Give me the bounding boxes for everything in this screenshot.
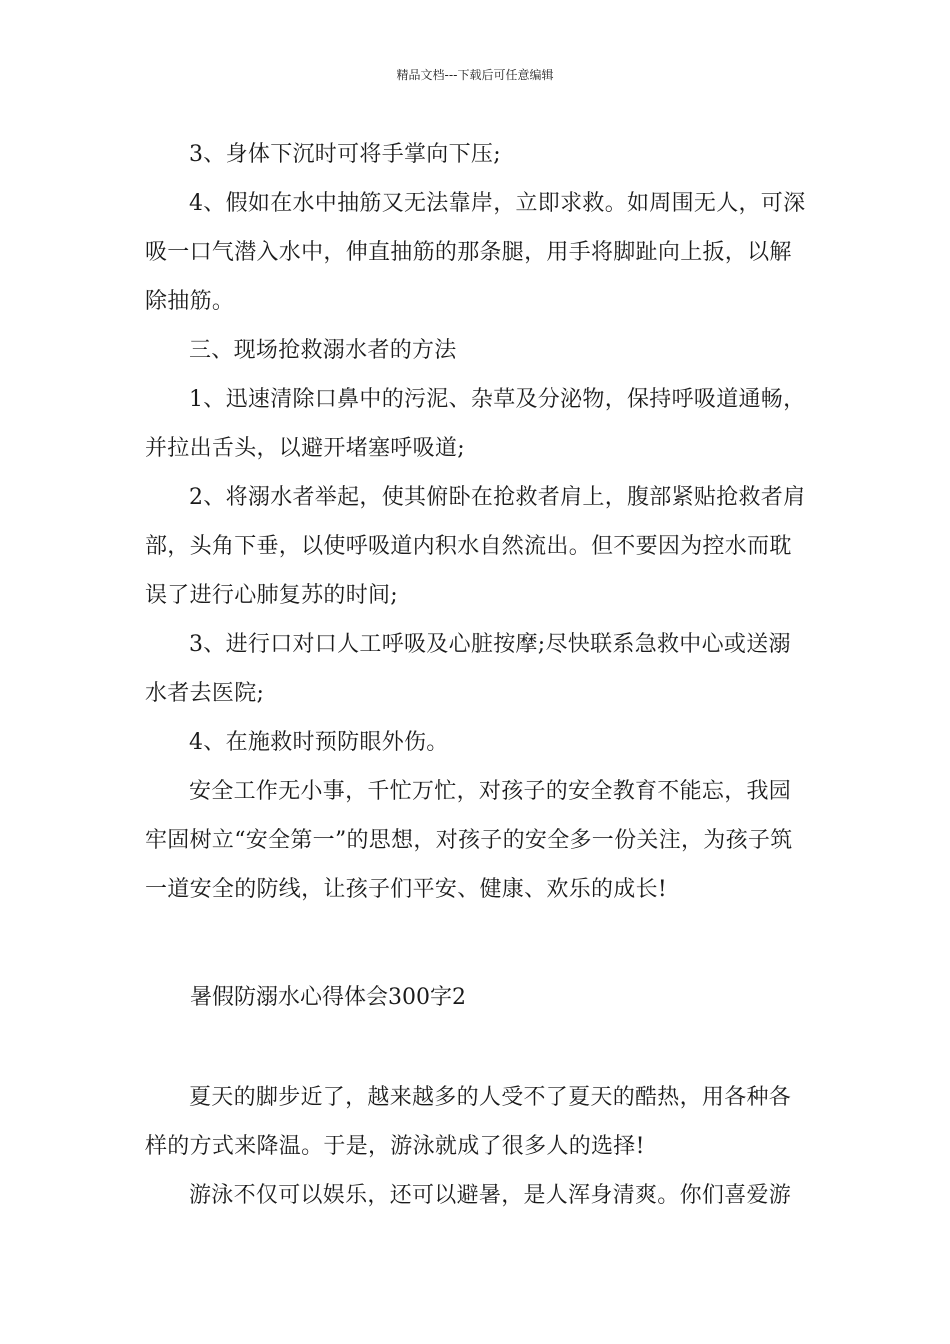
body-section-b — [145, 1073, 809, 1220]
paragraph: 安全工作无小事，千忙万忙，对孩子的安全教育不能忘，我园牢固树立“安全第一”的思想，对孩子的安全多一份关注，为孩子筑一道安全的防线，让孩子们平安、健康、欢乐的成长! — [145, 779, 793, 902]
paragraph: 3、进行口对口人工呼吸及心脏按摩;尽快联系急救中心或送溺水者去医院; — [145, 632, 791, 706]
paragraph: 4、在施救时预防眼外伤。 — [189, 730, 449, 755]
section-heading: 三、现场抢救溺水者的方法 — [189, 338, 457, 363]
paragraph: 3、身体下沉时可将手掌向下压; — [189, 142, 501, 167]
paragraph: 游泳不仅可以娱乐，还可以避暑，是人浑身清爽。你们喜爱游 — [189, 1183, 792, 1208]
body-section-a — [145, 130, 809, 914]
article-heading: 暑假防溺水心得体会300字2 — [190, 985, 466, 1010]
paragraph: 4、假如在水中抽筋又无法靠岸，立即求救。如周围无人，可深吸一口气潜入水中，伸直抽筋的那条腿，用手将脚趾向上扳，以解除抽筋。 — [145, 191, 806, 314]
paragraph: 2、将溺水者举起，使其俯卧在抢救者肩上，腹部紧贴抢救者肩部，头角下垂，以使呼吸道内积水自然流出。但不要因为控水而耽误了进行心肺复苏的时间; — [145, 485, 806, 608]
paragraph: 夏天的脚步近了，越来越多的人受不了夏天的酷热，用各种各样的方式来降温。于是，游泳就成了很多人的选择! — [145, 1085, 792, 1159]
paragraph: 1、迅速清除口鼻中的污泥、杂草及分泌物，保持呼吸道通畅，并拉出舌头，以避开堵塞呼吸道; — [145, 387, 806, 461]
page-header: 精品文档---下载后可任意编辑 — [396, 68, 554, 82]
